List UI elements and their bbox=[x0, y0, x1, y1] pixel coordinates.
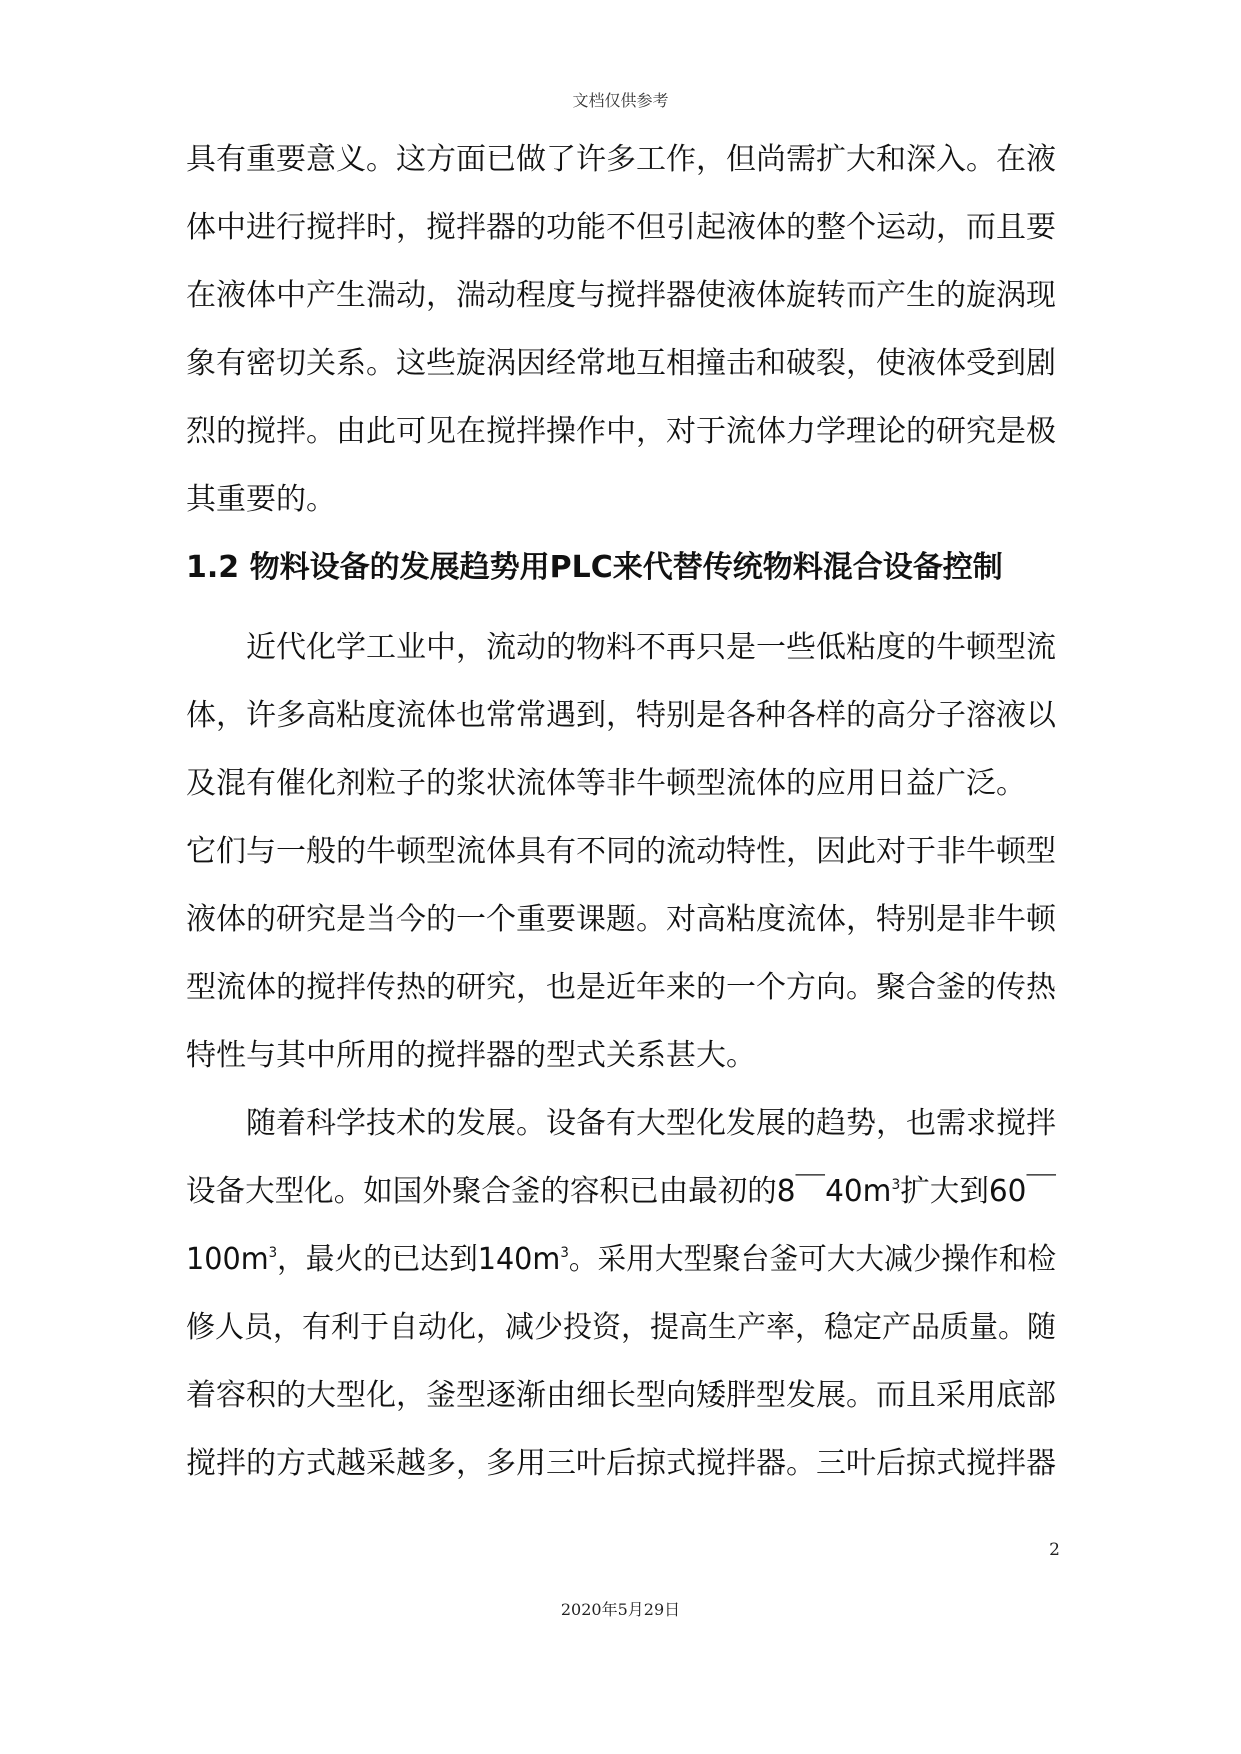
superscript: 3 bbox=[891, 1177, 901, 1193]
paragraph-1 bbox=[186, 142, 1056, 553]
text-line: 体中进行搅拌时，搅拌器的功能不但引起液体的整个运动，而且要 bbox=[186, 210, 1056, 245]
page-footer-date: 2020年5月29日 bbox=[560, 1600, 681, 1619]
text-line: 设备大型化。如国外聚合釜的容积已由最初的8￣$40m^3$扩大到60￣ bbox=[186, 1174, 1056, 1209]
text-line: 它们与一般的牛顿型流体具有不同的流动特性，因此对于非牛顿型 bbox=[186, 834, 1056, 869]
superscript: 3 bbox=[268, 1245, 278, 1261]
superscript: 3 bbox=[560, 1245, 569, 1261]
text-line: 型流体的搅拌传热的研究，也是近年来的一个方向。聚合釜的传热 bbox=[186, 970, 1056, 1005]
text-line: 体，许多高粘度流体也常常遇到，特别是各种各样的高分子溶液以 bbox=[186, 698, 1056, 733]
text-line: 搅拌的方式越采越多，多用三叶后掠式搅拌器。三叶后掠式搅拌器 bbox=[186, 1446, 1056, 1481]
text-line: 象有密切关系。这些旋涡因经常地互相撞击和破裂，使液体受到剧 bbox=[186, 346, 1056, 381]
text-line: 特性与其中所用的搅拌器的型式关系甚大。 bbox=[186, 1038, 756, 1073]
text-line: $100m^3$，最火的已达到$140m^3$。采用大型聚台釜可大大减少操作和检 bbox=[186, 1242, 1056, 1277]
text-line: 着容积的大型化，釜型逐渐由细长型向矮胖型发展。而且采用底部 bbox=[186, 1378, 1056, 1413]
text-line: 具有重要意义。这方面已做了许多工作，但尚需扩大和深入。在液 bbox=[186, 142, 1056, 177]
text-line: 液体的研究是当今的一个重要课题。对高粘度流体，特别是非牛顿 bbox=[186, 902, 1056, 937]
text-line: 修人员，有利于自动化，减少投资，提高生产率，稳定产品质量。随 bbox=[186, 1310, 1056, 1345]
page-number: 2 bbox=[1049, 1540, 1060, 1560]
text-line: 烈的搅拌。由此可见在搅拌操作中，对于流体力学理论的研究是极 bbox=[186, 414, 1056, 449]
section-heading: 1.2 物料设备的发展趋势用PLC来代替传统物料混合设备控制 bbox=[186, 550, 1003, 585]
text-line: 在液体中产生湍动，湍动程度与搅拌器使液体旋转而产生的旋涡现 bbox=[186, 278, 1056, 313]
text-line: 随着科学技术的发展。设备有大型化发展的趋势，也需求搅拌 bbox=[186, 1106, 1056, 1141]
document-body bbox=[186, 142, 1056, 1517]
paragraph-3 bbox=[186, 1106, 1056, 1517]
text-line: 近代化学工业中，流动的物料不再只是一些低粘度的牛顿型流 bbox=[186, 630, 1056, 665]
text-line: 及混有催化剂粒子的浆状流体等非牛顿型流体的应用日益广泛。 bbox=[186, 766, 1026, 801]
page-header: 文档仅供参考 bbox=[572, 91, 669, 110]
paragraph-2 bbox=[186, 630, 1056, 1109]
text-line: 其重要的。 bbox=[186, 482, 336, 517]
